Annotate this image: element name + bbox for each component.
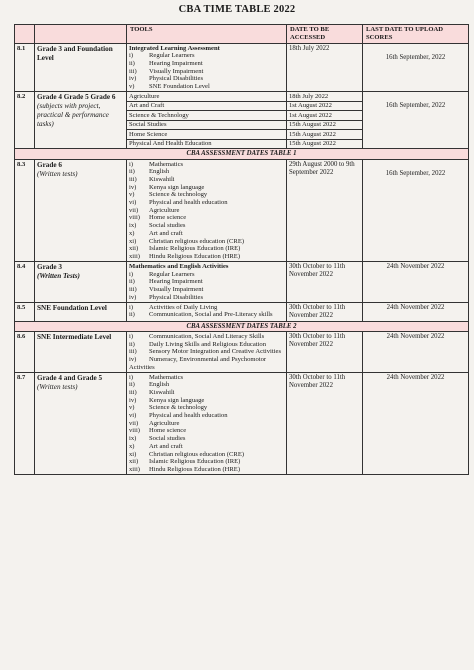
- list-item: [129, 356, 284, 371]
- tools-list: [129, 271, 284, 302]
- item-numeral: v): [129, 83, 135, 91]
- item-numeral: iii): [129, 67, 137, 75]
- row-grade: [35, 372, 127, 474]
- row-grade: [35, 92, 127, 149]
- item-numeral: i): [129, 303, 134, 311]
- row-number: 8.7: [15, 372, 35, 474]
- row-upload: 24th November 2022: [363, 332, 469, 373]
- subject-date: 15th August 2022: [289, 140, 336, 148]
- item-text: Christian religious education (CRE): [149, 237, 245, 245]
- row-grade: [35, 262, 127, 303]
- list-item: [129, 466, 284, 474]
- header-row: [15, 25, 469, 44]
- grade-label: Grade 4 and Grade 5: [37, 373, 103, 382]
- item-numeral: iii): [129, 348, 137, 356]
- item-numeral: iv): [129, 293, 137, 301]
- row-tools: [127, 262, 287, 303]
- item-numeral: ii): [129, 168, 135, 176]
- item-numeral: xii): [129, 245, 139, 253]
- list-item: [129, 412, 284, 420]
- grade-label: Grade 3: [37, 262, 62, 271]
- tools-list: [129, 52, 284, 91]
- row-grade: SNE Foundation Level: [35, 302, 127, 321]
- list-item: [129, 222, 284, 230]
- list-item: [129, 348, 284, 356]
- tools-list: [129, 374, 284, 474]
- row-tools: [127, 372, 287, 474]
- subject-date: 18th July 2022: [287, 92, 362, 101]
- item-numeral: i): [129, 160, 134, 168]
- page-title: CBA TIME TABLE 2022: [178, 4, 296, 15]
- list-item: [129, 341, 284, 349]
- grade-note: (Written tests): [37, 382, 78, 391]
- grade-note: (Written tests): [37, 169, 78, 178]
- list-item: [129, 451, 284, 459]
- item-text: Hearing Impairment: [149, 278, 203, 286]
- list-item: [129, 191, 284, 199]
- item-text: Hindu Religious Education (HRE): [149, 465, 241, 473]
- row-upload: 16th September, 2022: [363, 92, 469, 149]
- item-numeral: iv): [129, 396, 137, 404]
- row-tools: [127, 44, 287, 92]
- row-8-4: [15, 262, 469, 303]
- item-text: Islamic Religious Education (IRE): [149, 458, 241, 466]
- list-item: [129, 60, 284, 68]
- band-title: CBA ASSESSMENT DATES TABLE 1: [15, 149, 469, 160]
- list-item: [129, 230, 284, 238]
- item-numeral: ix): [129, 435, 137, 443]
- row-number: 8.6: [15, 332, 35, 373]
- list-item: [129, 75, 284, 83]
- item-numeral: ii): [129, 60, 135, 67]
- item-numeral: xi): [129, 450, 137, 458]
- header-upload: LAST DATE TO UPLOAD SCORES: [363, 25, 469, 44]
- list-item: [129, 199, 284, 207]
- subject: Physical And Health Education: [129, 140, 212, 148]
- list-item: [129, 420, 284, 428]
- list-item: [129, 397, 284, 405]
- row-number: 8.4: [15, 262, 35, 303]
- subject: Art and Craft: [127, 102, 286, 111]
- item-text: Kenya sign language: [149, 396, 205, 404]
- item-numeral: vii): [129, 419, 139, 427]
- item-text: Visually Impairment: [149, 67, 204, 75]
- list-item: [129, 304, 284, 312]
- row-tools: [127, 302, 287, 321]
- timetable: [14, 24, 469, 475]
- item-text: Regular Learners: [149, 270, 195, 278]
- row-grade: Grade 3 and Foundation Level: [35, 44, 127, 92]
- item-text: Hindu Religious Education (HRE): [149, 252, 241, 260]
- item-text: Agriculture: [149, 206, 180, 214]
- list-item: [129, 381, 284, 389]
- list-item: [129, 184, 284, 192]
- item-numeral: i): [129, 52, 134, 60]
- item-text: Visually Impairment: [149, 285, 204, 293]
- row-number: 8.1: [15, 44, 35, 92]
- list-item: [129, 161, 284, 169]
- list-item: [129, 207, 284, 215]
- row-upload: 24th November 2022: [363, 262, 469, 303]
- list-item: [129, 245, 284, 253]
- item-text: Kiswahili: [149, 175, 175, 183]
- row-8-7: [15, 372, 469, 474]
- item-numeral: iv): [129, 75, 137, 83]
- tools-list: [129, 333, 284, 372]
- item-text: English: [149, 381, 170, 389]
- item-text: Regular Learners: [149, 52, 195, 60]
- row-8-5: [15, 302, 469, 321]
- subject-date: 15th August 2022: [287, 121, 362, 130]
- row-tools: [127, 332, 287, 373]
- tools-heading: Integrated Learning Assessment: [129, 44, 220, 52]
- tools-list: [129, 161, 284, 261]
- row-grade: SNE Intermediate Level: [35, 332, 127, 373]
- item-text: Communication, Social And Literacy Skills: [149, 332, 265, 340]
- item-numeral: xii): [129, 458, 139, 466]
- row-date: 30th October to 11th November 2022: [287, 302, 363, 321]
- band-table-1: [15, 149, 469, 160]
- item-text: Mathematics: [149, 160, 184, 168]
- item-text: Physical and health education: [149, 412, 228, 420]
- list-item: [129, 389, 284, 397]
- item-numeral: vi): [129, 199, 137, 207]
- grade-note: (Written Tests): [37, 271, 80, 280]
- item-numeral: ii): [129, 278, 135, 286]
- subject-date: 1st August 2022: [287, 102, 362, 111]
- tools-heading: Mathematics and English Activities: [129, 262, 229, 270]
- header-date: DATE TO BE ACCESSED: [287, 25, 363, 44]
- list-item: [129, 168, 284, 176]
- item-text: Science & technology: [149, 191, 208, 199]
- item-numeral: iii): [129, 175, 137, 183]
- item-text: Mathematics: [149, 373, 184, 381]
- tools-list: [129, 304, 284, 319]
- item-text: Daily Living Skills and Religious Education: [149, 340, 267, 348]
- item-text: Art and craft: [149, 442, 183, 450]
- item-text: Kenya sign language: [149, 183, 205, 191]
- subject-list: [127, 92, 287, 149]
- list-item: [129, 68, 284, 76]
- subject-date: 1st August 2022: [287, 111, 362, 120]
- item-numeral: x): [129, 442, 135, 450]
- list-item: [129, 52, 284, 60]
- list-item: [129, 238, 284, 246]
- list-item: [129, 253, 284, 261]
- item-text: Sensory Motor Integration and Creative Activities: [149, 348, 282, 356]
- row-number: 8.2: [15, 92, 35, 149]
- band-title: CBA ASSESSMENT DATES TABLE 2: [15, 321, 469, 332]
- item-numeral: iv): [129, 355, 137, 363]
- item-numeral: viii): [129, 427, 140, 435]
- item-numeral: vii): [129, 206, 139, 214]
- list-item: [129, 443, 284, 451]
- row-8-6: [15, 332, 469, 373]
- list-item: [129, 83, 284, 91]
- item-text: Home science: [149, 427, 187, 435]
- row-date: 18th July 2022: [287, 44, 363, 92]
- item-numeral: ii): [129, 381, 135, 389]
- list-item: [129, 435, 284, 443]
- row-upload: 16th September, 2022: [363, 159, 469, 261]
- item-text: Hearing Impairment: [149, 60, 203, 67]
- date-list: [287, 92, 363, 149]
- list-item: [129, 271, 284, 279]
- item-numeral: iii): [129, 388, 137, 396]
- row-number: 8.3: [15, 159, 35, 261]
- item-text: Numeracy, Environmental and Psychomotor Activities: [129, 355, 267, 371]
- list-item: [129, 214, 284, 222]
- row-number: 8.5: [15, 302, 35, 321]
- item-numeral: ii): [129, 340, 135, 348]
- row-date: 30th October to 11th November 2022: [287, 372, 363, 474]
- item-numeral: ii): [129, 311, 135, 319]
- list-item: [129, 176, 284, 184]
- row-date: 30th October to 11th November 2022: [287, 262, 363, 303]
- item-numeral: i): [129, 373, 134, 381]
- item-text: Social studies: [149, 222, 186, 230]
- item-numeral: xiii): [129, 252, 140, 260]
- header-tools: TOOLS: [127, 25, 287, 44]
- item-text: Physical and health education: [149, 199, 228, 207]
- row-upload: 24th November 2022: [363, 372, 469, 474]
- item-numeral: iii): [129, 285, 137, 293]
- row-8-3: [15, 159, 469, 261]
- item-text: Science & technology: [149, 404, 208, 412]
- item-text: Agriculture: [149, 419, 180, 427]
- item-numeral: viii): [129, 214, 140, 222]
- item-text: Physical Disabilities: [149, 75, 204, 83]
- item-numeral: ix): [129, 222, 137, 230]
- item-text: Art and craft: [149, 229, 183, 237]
- item-text: Kiswahili: [149, 388, 175, 396]
- item-text: Activities of Daily Living: [149, 303, 218, 311]
- subject-date: 15th August 2022: [287, 130, 362, 139]
- row-8-2: [15, 92, 469, 149]
- item-numeral: xiii): [129, 465, 140, 473]
- grade-note: (subjects with project, practical & performance tasks): [37, 102, 109, 128]
- item-text: Communication, Social and Pre-Literacy skills: [149, 311, 273, 319]
- subject: Social Studies: [127, 121, 286, 130]
- list-item: [129, 333, 284, 341]
- row-8-1: [15, 44, 469, 92]
- row-upload: 24th November 2022: [363, 302, 469, 321]
- grade-label: Grade 6: [37, 160, 62, 169]
- item-numeral: i): [129, 332, 134, 340]
- item-text: English: [149, 168, 170, 176]
- grade-label: Grade 4 Grade 5 Grade 6: [37, 93, 116, 101]
- list-item: [129, 404, 284, 412]
- item-numeral: v): [129, 191, 135, 199]
- list-item: [129, 374, 284, 382]
- subject: Science & Technology: [127, 111, 286, 120]
- band-table-2: [15, 321, 469, 332]
- item-text: Christian religious education (CRE): [149, 450, 245, 458]
- list-item: [129, 458, 284, 466]
- list-item: [129, 427, 284, 435]
- row-upload: 16th September, 2022: [363, 44, 469, 92]
- list-item: [129, 311, 284, 319]
- item-numeral: x): [129, 229, 135, 237]
- item-text: SNE Foundation Level: [149, 83, 210, 91]
- item-text: Social studies: [149, 435, 186, 443]
- row-grade: [35, 159, 127, 261]
- item-numeral: i): [129, 270, 134, 278]
- item-text: Home science: [149, 214, 187, 222]
- subject: Agriculture: [127, 92, 286, 101]
- item-numeral: v): [129, 404, 135, 412]
- item-numeral: xi): [129, 237, 137, 245]
- list-item: [129, 294, 284, 302]
- subject: Home Science: [127, 130, 286, 139]
- row-date: 30th October to 11th November 2022: [287, 332, 363, 373]
- list-item: [129, 286, 284, 294]
- row-tools: [127, 159, 287, 261]
- row-date: 29th August 2000 to 9th September 2022: [287, 159, 363, 261]
- item-numeral: iv): [129, 183, 137, 191]
- list-item: [129, 278, 284, 286]
- item-numeral: vi): [129, 412, 137, 420]
- item-text: Physical Disabilities: [149, 293, 204, 301]
- item-text: Islamic Religious Education (IRE): [149, 245, 241, 253]
